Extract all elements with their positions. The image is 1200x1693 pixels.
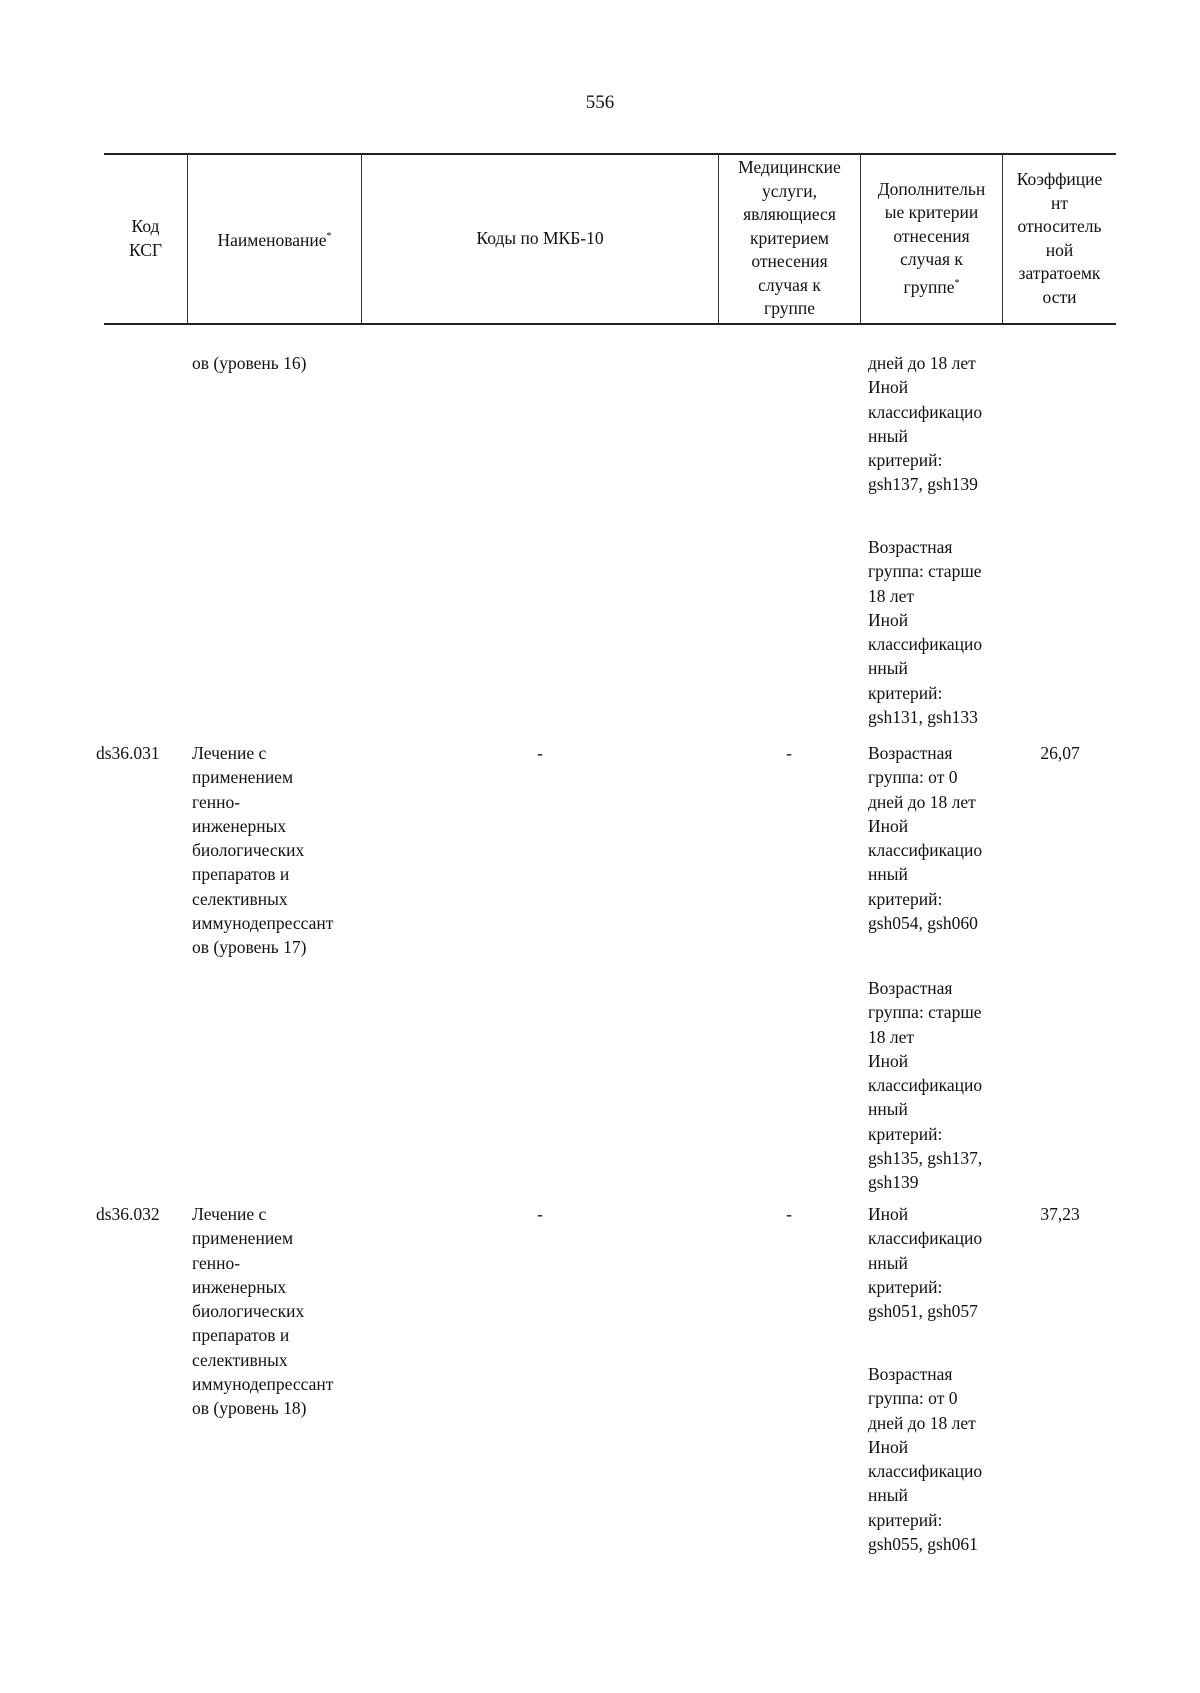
page-number: 556 bbox=[585, 92, 615, 113]
row-coefficient: 37,23 bbox=[1040, 1204, 1080, 1224]
continuation-criteria-1: дней до 18 лет Иной классификацио нный критерий: gsh137, gsh139 bbox=[868, 353, 983, 495]
header-coefficient: Коэффицие нт относитель ной затратоемк ости bbox=[1016, 169, 1103, 307]
row-criteria-2: Возрастная группа: от 0 дней до 18 лет Иной классификацио нный критерий: gsh055, gsh061 bbox=[868, 1364, 983, 1555]
row-code: ds36.031 bbox=[96, 743, 160, 763]
row-mkb: - bbox=[537, 1204, 543, 1224]
row-name: Лечение с применением генно- инженерных биологических препаратов и селективных иммунодепрессант ов (уровень 18) bbox=[192, 1204, 334, 1419]
row-code: ds36.032 bbox=[96, 1204, 160, 1224]
footnote-mark: * bbox=[326, 230, 332, 242]
row-criteria-1: Иной классификацио нный критерий: gsh051, gsh057 bbox=[868, 1204, 983, 1322]
row-coefficient: 26,07 bbox=[1040, 743, 1080, 763]
continuation-name: ов (уровень 16) bbox=[192, 353, 307, 373]
row-services: - bbox=[786, 743, 792, 763]
row-mkb: - bbox=[537, 743, 543, 763]
row-criteria-1: Возрастная группа: от 0 дней до 18 лет Иной классификацио нный критерий: gsh054, gsh060 bbox=[868, 743, 983, 934]
continuation-criteria-2: Возрастная группа: старше 18 лет Иной классификацио нный критерий: gsh131, gsh133 bbox=[868, 537, 983, 728]
row-criteria-2: Возрастная группа: старше 18 лет Иной классификацио нный критерий: gsh135, gsh137, gsh139 bbox=[868, 978, 983, 1193]
header-criteria: Дополнительн ые критерии отнесения случая к группе* bbox=[877, 178, 986, 297]
footnote-mark: * bbox=[954, 277, 960, 289]
header-name: Наименование* bbox=[217, 229, 332, 250]
row-name: Лечение с применением генно- инженерных биологических препаратов и селективных иммунодепрессант ов (уровень 17) bbox=[192, 743, 334, 958]
header-code: Код КСГ bbox=[128, 216, 163, 260]
row-services: - bbox=[786, 1204, 792, 1224]
header-mkb-codes: Коды по МКБ-10 bbox=[476, 227, 604, 248]
header-services: Медицинские услуги, являющиеся критерием отнесения случая к группе bbox=[738, 157, 841, 319]
table-header-rule bbox=[104, 323, 1116, 325]
